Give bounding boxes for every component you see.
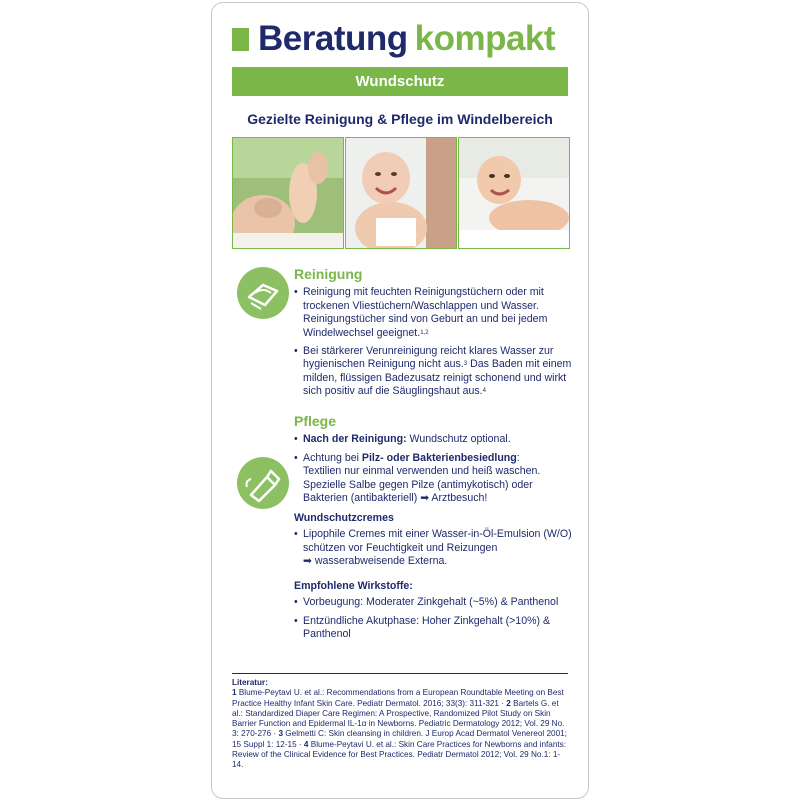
subtitle: Gezielte Reinigung & Pflege im Windelbereich (247, 111, 553, 127)
heading-pflege: Pflege (294, 413, 337, 429)
list-item (294, 452, 579, 506)
wirkstoffe-bullet-1: Vorbeugung: Moderater Zinkgehalt (~5%) & Panthenol (303, 596, 559, 609)
pflege-bullet-1-text: Wundschutz optional. (406, 433, 511, 446)
baby-photo-1 (232, 137, 344, 249)
wundschutz-bullet-1-text: Lipophile Cremes mit einer Wasser-in-Öl-Emulsion (W/O) schützen vor Feuchtigkeit und Reizungen (303, 528, 572, 554)
arrow-icon: ➡ (420, 492, 430, 505)
photo-strip (232, 137, 568, 249)
pflege-bullet-2-bold: Pilz- oder Bakterienbesiedlung (361, 451, 517, 464)
pflege-bullet-2-line-2-end: Arztbesuch! (429, 492, 488, 505)
topic-banner: Wundschutz (232, 67, 568, 96)
ref-number: 4 (303, 739, 309, 749)
list-item (294, 345, 579, 399)
ref-4: Blume-Peytavi U. et al.: Skin Care Practices for Newborns and infants: Review of the Clinical Evidence for Best Practices. Pediatr Dermatol 2012; Vol. 29 No.1: 1-14. (232, 739, 567, 770)
brand-word-1: Beratung (258, 19, 408, 58)
baby-photo-2 (345, 137, 457, 249)
section-wirkstoffe (294, 580, 579, 647)
reinigung-bullet-2-text-a: Bei stärkerer Verunreinigung reicht klares Wasser zur hygienischen Reinigung nicht aus. (303, 345, 554, 371)
literature-references (232, 688, 568, 770)
ref-2: Bartels G. et al.: Standardized Diaper Care Regimen: A Prospective, Randomized Pilot Study on Skin Barrier Function and Epidermal IL-1α in Newborns. Pediatric Dermatology 2012; Vol. 29 No. 3: 270-276 · (232, 698, 565, 739)
ref-1: Blume-Peytavi U. et al.: Recommendations from a European Roundtable Meeting on Best Practice Healthy Infant Skin Care. Pediatr Dermatol. 2016; 33(3): 311-321 · (232, 688, 564, 708)
list-item (294, 528, 579, 568)
heading-reinigung: Reinigung (294, 266, 363, 282)
list-item (294, 433, 579, 446)
ref-3: Gelmetti C: Skin cleansing in children. J Europ Acad Dermatol Venereol 2001; 15 Suppl 1: 12-15 · (232, 729, 567, 749)
literature-block (232, 678, 568, 771)
ref-number: 1 (232, 688, 237, 698)
pflege-bullet-2-post: : (516, 451, 520, 464)
section-pflege (294, 415, 579, 510)
reinigung-bullet-2-text-b: Das Baden mit einem milden, flüssigen Badezusatz reinigt schonend und wirkt sich positiv auf die Säuglingshaut aus. (303, 358, 572, 398)
pflege-bullet-2-line-1: Textilien nur einmal verwenden und heiß waschen. (303, 465, 541, 478)
list-item (294, 286, 579, 340)
wundschutz-bullet-1-end: wasserabweisende Externa. (311, 555, 448, 568)
literature-divider (232, 673, 568, 674)
pflege-bullet-2-pre: Achtung bei (303, 451, 362, 464)
reference-marker: 1,2 (420, 329, 429, 336)
heading-wirkstoffe: Empfohlene Wirkstoffe: (294, 580, 413, 592)
brand-square-icon (232, 28, 249, 51)
reference-marker: 3 (463, 361, 468, 368)
reinigung-bullet-1-text: Reinigung mit feuchten Reinigungstüchern oder mit trockenen Vliestüchern/Waschlappen und Wasser. Reinigungstücher sind von Geburt an und bei jedem Windelwechsel geeignet. (303, 286, 548, 339)
arrow-icon: ➡ (303, 555, 312, 568)
pflege-bullet-2-line-2: Spezielle Salbe gegen Pilze (antimykotisch) oder Bakterien (antibakteriell) (303, 478, 533, 505)
wipe-cloth-icon (237, 267, 289, 319)
section-wundschutzcremes (294, 512, 579, 574)
brand-logo (232, 21, 555, 57)
info-card (211, 2, 589, 799)
brand-word-2: kompakt (414, 19, 556, 58)
ref-number: 2 (506, 698, 511, 708)
section-reinigung (294, 268, 579, 404)
pflege-bullet-1-bold: Nach der Reinigung: (303, 433, 407, 446)
list-item (294, 615, 579, 642)
heading-wundschutzcremes: Wundschutzcremes (294, 512, 394, 524)
wirkstoffe-bullet-2: Entzündliche Akutphase: Hoher Zinkgehalt (>10%) & Panthenol (303, 614, 551, 641)
list-item (294, 596, 579, 609)
ref-number: 3 (278, 729, 283, 739)
ointment-tube-icon (237, 457, 289, 509)
reference-marker: 4 (482, 388, 486, 395)
literature-heading: Literatur: (232, 678, 268, 687)
baby-photo-3 (458, 137, 570, 249)
